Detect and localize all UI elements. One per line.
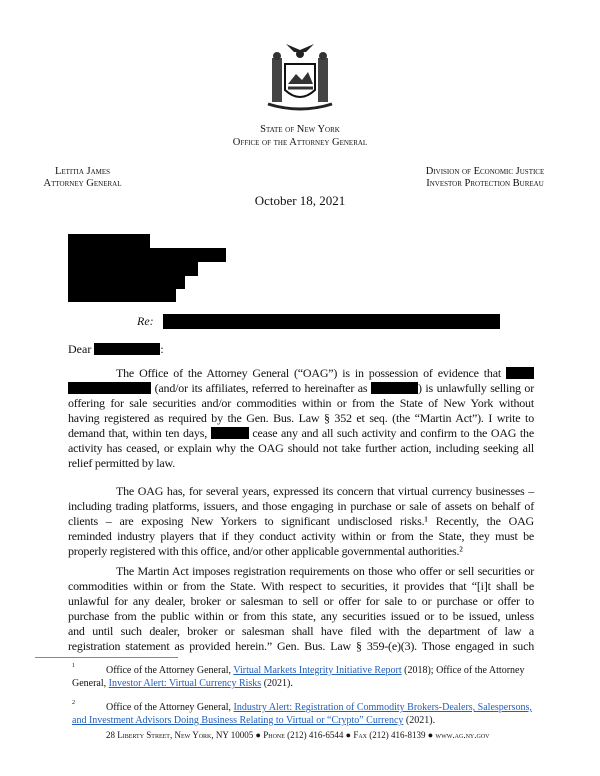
redacted-address-line (68, 248, 226, 262)
paragraph-1-line (68, 426, 534, 441)
redacted-address-line (68, 289, 176, 302)
footnote-2-line (106, 702, 532, 714)
text: (2021). (403, 715, 436, 726)
paragraph-1-line (68, 381, 534, 396)
bureau-name: Investor Protection Bureau (426, 178, 544, 189)
paragraph-1-line: activity has ceased, or explain why the OAG should not take further action, including seeking all (68, 441, 534, 455)
paragraph-1-line: offering for sale securities and/or commodities within or from the State of New York without (68, 396, 534, 410)
paragraph-3-line: The Martin Act imposes registration requirements on those who offer or sell securities or (116, 564, 534, 578)
text: The Office of the Attorney General (“OAG”) is in possession of evidence that (116, 366, 501, 380)
text: (and/or its affiliates, referred to hereinafter as (154, 381, 368, 395)
paragraph-3-line: purchase from the public within or from this state, any securities issued or to be issued, unless (68, 609, 534, 623)
paragraph-3-line: and until such dealer, broker or salesman shall have filed with the department of law a (68, 624, 534, 638)
ag-name: Letitia James (54, 166, 111, 177)
text: cease any and all such activity and confirm to the OAG the (252, 426, 534, 440)
redaction (211, 427, 249, 439)
footnote-link[interactable]: and Investment Advisors Doing Business Relating to Virtual or “Crypto” Currency (72, 715, 404, 726)
footnote-1-line (106, 665, 524, 677)
footnote-number: 2 (72, 700, 75, 706)
footnote-link[interactable]: Investor Alert: Virtual Currency Risks (108, 678, 262, 689)
salutation (68, 342, 164, 357)
paragraph-2-line: reminded industry players that if they conduct activity within or from the State, they must be (68, 529, 534, 543)
office-title: Office of the Attorney General (232, 137, 368, 148)
state-title: State of New York (260, 124, 340, 135)
footnote-link[interactable]: Industry Alert: Registration of Commodity Brokers-Dealers, Salespersons, (233, 702, 532, 713)
footnote-divider (35, 657, 178, 658)
text: Office of the Attorney General, (106, 665, 234, 676)
paragraph-1-line: relief permitted by law. (68, 456, 176, 470)
text: ) is unlawfully selling or (418, 381, 534, 395)
text: (2021). (261, 678, 293, 689)
paragraph-2-line: clients – are exposing New Yorkers to significant undisclosed risks.¹ Recently, the OAG (68, 514, 534, 528)
footnote-area (0, 660, 600, 776)
redacted-name (94, 343, 160, 355)
footnote-number: 1 (72, 663, 75, 669)
text: General, (72, 678, 109, 689)
text: Office of the Attorney General, (106, 702, 234, 713)
redacted-address-line (68, 234, 150, 248)
paragraph-1-line (116, 366, 534, 381)
letter-date: October 18, 2021 (254, 193, 346, 208)
redaction (506, 367, 534, 379)
salutation-colon: : (160, 342, 164, 356)
footer-address: 28 Liberty Street, New York, NY 10005 ● Phone (212) 416-6544 ● Fax (212) 416-8139 ● www.ag.ny.gov (106, 730, 490, 740)
paragraph-1-line: having registered as required by the Gen. Bus. Law § 352 et seq. (the “Martin Act”). I write to (68, 411, 534, 425)
footnote-1-line (72, 678, 293, 690)
division-name: Division of Economic Justice (425, 166, 545, 177)
ag-title: Attorney General (43, 178, 122, 189)
redaction (371, 382, 418, 394)
redacted-address-line (68, 262, 198, 276)
paragraph-2-line: properly registered with this office, and/or other applicable governmental authorities.² (68, 544, 463, 558)
text: demand that, within ten days, (68, 426, 208, 440)
paragraph-3-line: registration statement as provided herein.” Gen. Bus. Law § 359-(e)(3). Those engaged in such (68, 639, 534, 653)
ny-state-seal-icon (258, 38, 342, 118)
paragraph-2-line: The OAG has, for several years, expressed its concern that virtual currency businesses – (116, 484, 534, 498)
footnote-2-line (72, 715, 435, 727)
redacted-address-line (68, 276, 185, 289)
text: (2018); Office of the Attorney (401, 665, 525, 676)
re-label: Re: (137, 314, 154, 328)
redaction (68, 382, 151, 394)
paragraph-2-line: including trading platforms, issuers, and those engaging in purchase or sale of assets on behalf of (68, 499, 534, 513)
salutation-text: Dear (68, 342, 92, 356)
paragraph-3-line: commodities within or from the State. With respect to securities, it provides that “[i]t shall be (68, 579, 534, 593)
footnote-link[interactable]: Virtual Markets Integrity Initiative Report (233, 665, 402, 676)
paragraph-3-line: unlawful for any dealer, broker or salesman to sell or offer for sale to or purchase or offer to (68, 594, 534, 608)
redacted-subject (163, 314, 500, 329)
